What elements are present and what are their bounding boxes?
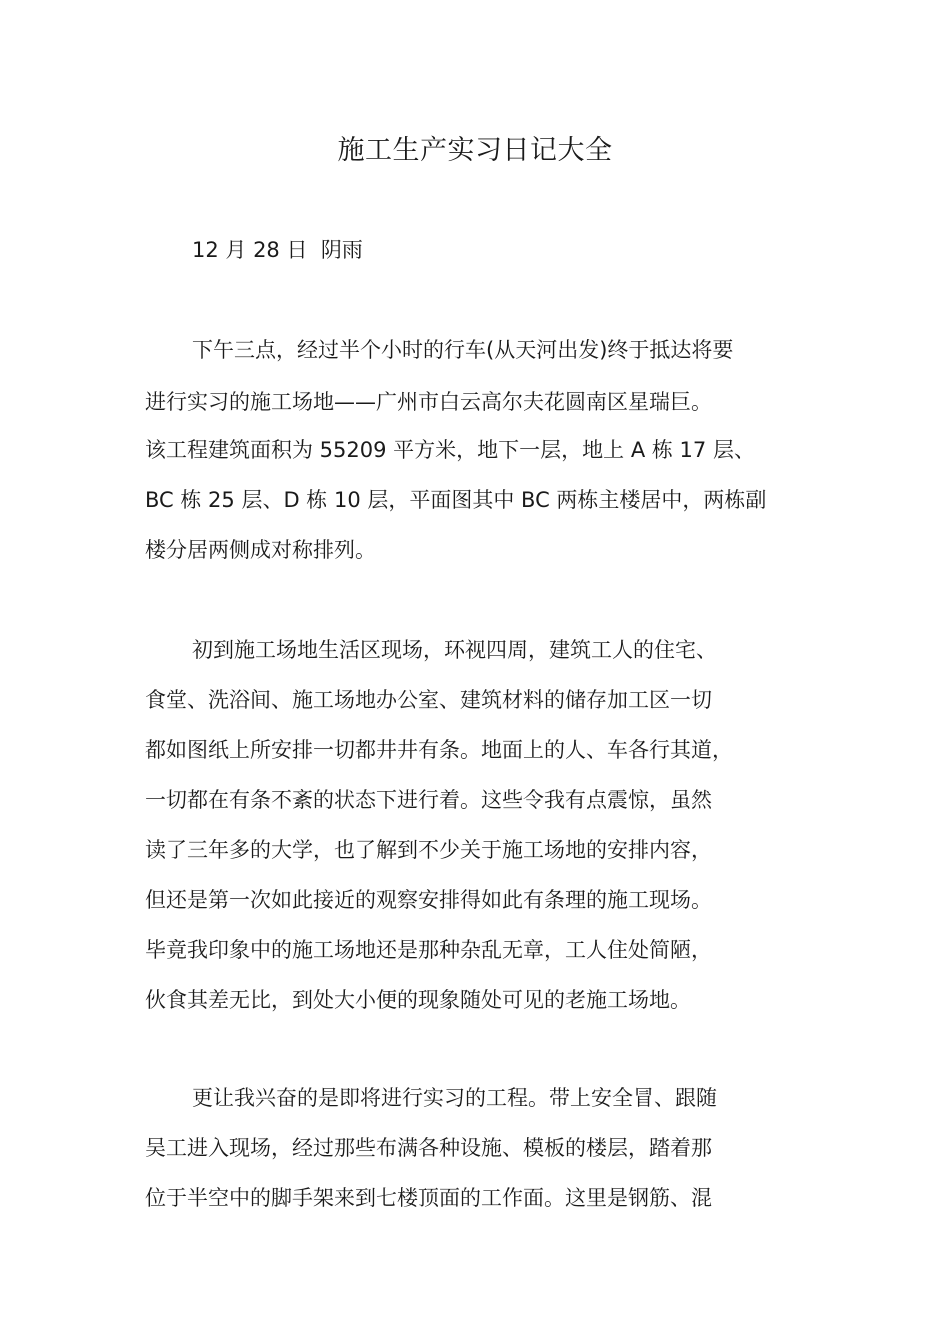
- paragraph-2-line-8: 伙食其差无比，到处大小便的现象随处可见的老施工场地。: [145, 988, 691, 1012]
- document-title: 施工生产实习日记大全: [337, 135, 613, 166]
- diary-date-weather: 12 月 28 日 阴雨: [192, 238, 363, 262]
- paragraph-2-line-2: 食堂、洗浴间、施工场地办公室、建筑材料的储存加工区一切: [145, 688, 712, 712]
- paragraph-3-line-3: 位于半空中的脚手架来到七楼顶面的工作面。这里是钢筋、混: [145, 1186, 712, 1210]
- paragraph-2-line-7: 毕竟我印象中的施工场地还是那种杂乱无章，工人住处简陋，: [145, 938, 712, 962]
- paragraph-2-line-5: 读了三年多的大学，也了解到不少关于施工场地的安排内容，: [145, 838, 712, 862]
- paragraph-2-line-1: 初到施工场地生活区现场，环视四周，建筑工人的住宅、: [192, 638, 717, 662]
- paragraph-3-line-1: 更让我兴奋的是即将进行实习的工程。带上安全冒、跟随: [192, 1086, 717, 1110]
- paragraph-3-line-2: 吴工进入现场，经过那些布满各种设施、模板的楼层，踏着那: [145, 1136, 712, 1160]
- paragraph-1-line-3: 该工程建筑面积为 55209 平方米，地下一层，地上 A 栋 17 层、: [145, 438, 755, 462]
- paragraph-2-line-6: 但还是第一次如此接近的观察安排得如此有条理的施工现场。: [145, 888, 712, 912]
- paragraph-2-line-4: 一切都在有条不紊的状态下进行着。这些令我有点震惊，虽然: [145, 788, 712, 812]
- paragraph-1-line-5: 楼分居两侧成对称排列。: [145, 538, 376, 562]
- paragraph-1-line-2: 进行实习的施工场地——广州市白云高尔夫花圆南区星瑞巨。: [145, 390, 712, 414]
- paragraph-1-line-4: BC 栋 25 层、D 栋 10 层，平面图其中 BC 两栋主楼居中，两栋副: [145, 488, 767, 512]
- paragraph-1-line-1: 下午三点，经过半个小时的行车(从天河出发)终于抵达将要: [192, 338, 734, 362]
- paragraph-2-line-3: 都如图纸上所安排一切都井井有条。地面上的人、车各行其道，: [145, 738, 733, 762]
